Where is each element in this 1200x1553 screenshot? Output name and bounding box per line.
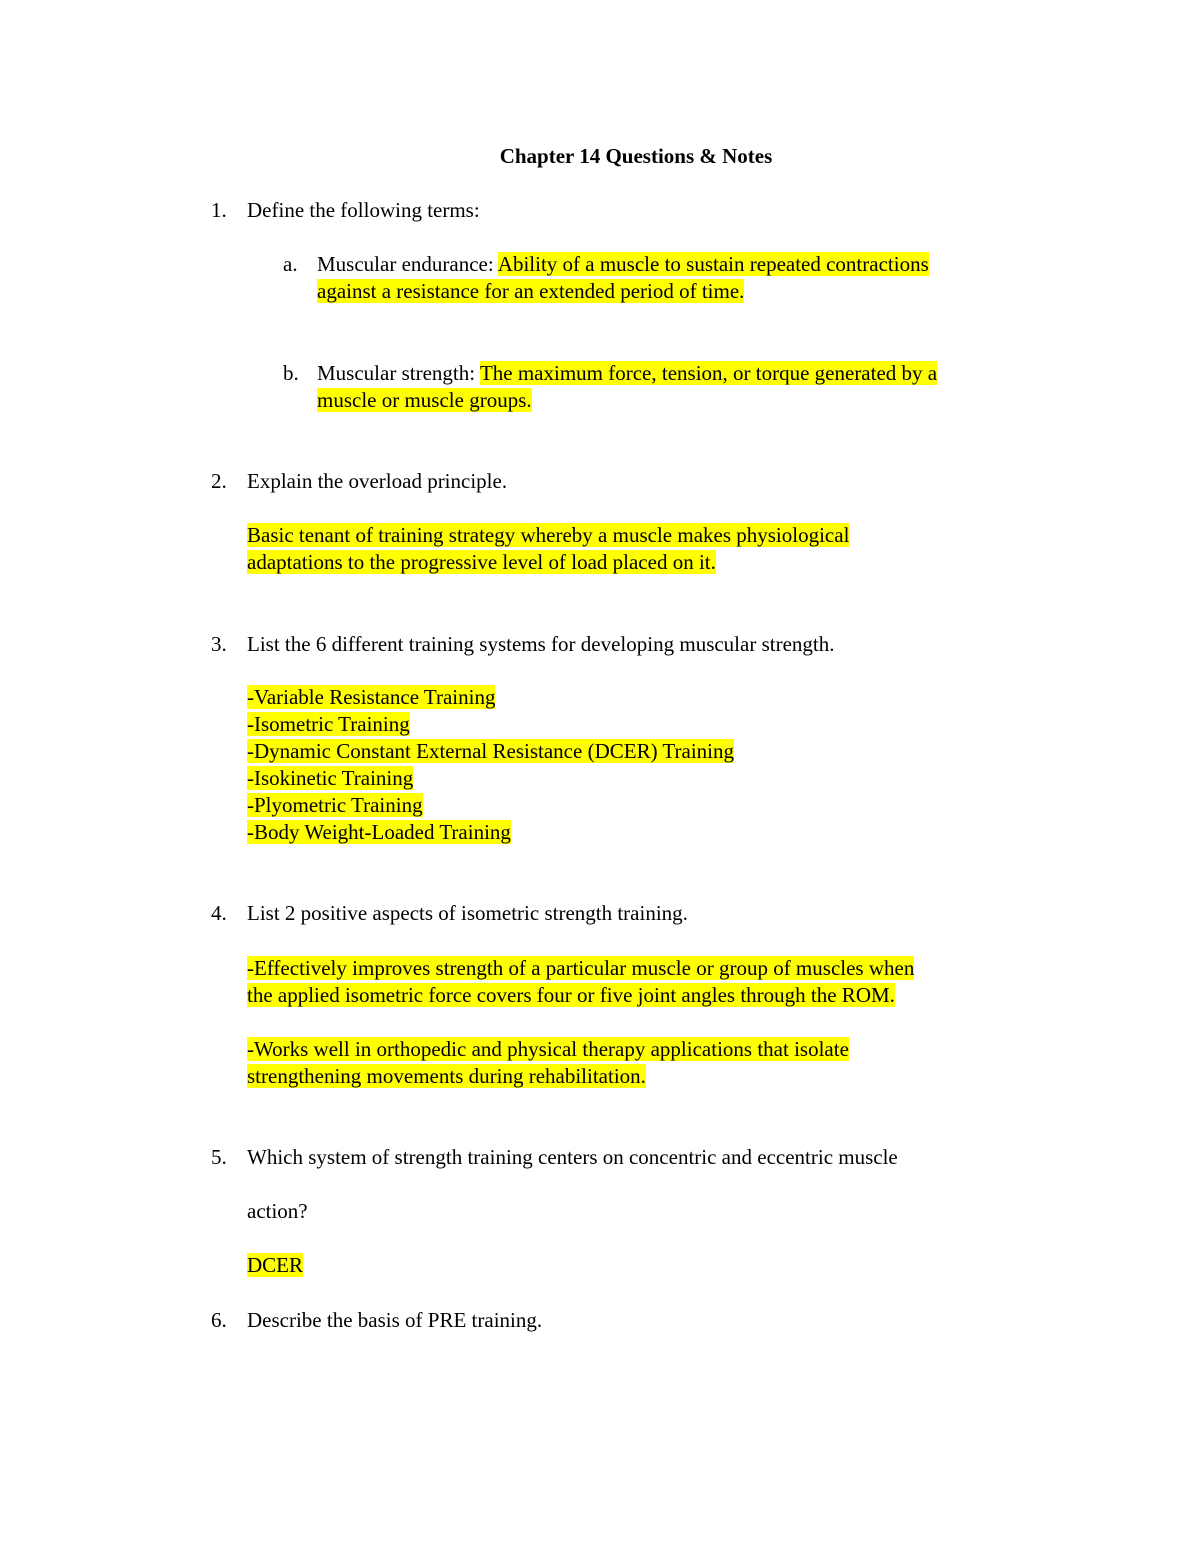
- question-number: 5.: [211, 1145, 227, 1169]
- highlighted-answer: -Works well in orthopedic and physical therapy applications that isolate: [247, 1037, 849, 1061]
- answer-line: [247, 1036, 849, 1063]
- term-label: Muscular strength:: [317, 361, 480, 385]
- sub-question-letter: b.: [283, 361, 299, 385]
- answer-line: [247, 955, 914, 982]
- list-item: [247, 738, 734, 765]
- sub-question-b: [317, 360, 937, 387]
- term-label: Muscular endurance:: [317, 252, 498, 276]
- highlighted-answer: The maximum force, tension, or torque generated by a: [479, 361, 938, 385]
- highlighted-answer: muscle or muscle groups.: [317, 388, 532, 412]
- highlighted-answer: strengthening movements during rehabilitation.: [247, 1064, 646, 1088]
- highlighted-answer: Basic tenant of training strategy whereby a muscle makes physiological: [247, 523, 850, 547]
- answer-line: [247, 522, 849, 549]
- sub-question-a: [317, 251, 929, 278]
- list-item: [247, 684, 495, 711]
- answer-line: [317, 387, 532, 414]
- sub-question-letter: a.: [283, 252, 298, 276]
- question-number: 6.: [211, 1308, 227, 1332]
- highlighted-answer: -Plyometric Training: [247, 793, 423, 817]
- highlighted-answer: Ability of a muscle to sustain repeated contractions: [497, 252, 929, 276]
- answer-line: [317, 278, 744, 305]
- question-text: Define the following terms:: [247, 198, 480, 222]
- highlighted-answer: the applied isometric force covers four or five joint angles through the ROM.: [247, 983, 895, 1007]
- list-item: [247, 711, 410, 738]
- question-number: 1.: [211, 198, 227, 222]
- list-item: [247, 819, 511, 846]
- question-text: List the 6 different training systems for developing muscular strength.: [247, 632, 835, 656]
- highlighted-answer: DCER: [247, 1253, 304, 1277]
- question-text: Which system of strength training centers on concentric and eccentric muscle: [247, 1145, 898, 1169]
- highlighted-answer: -Dynamic Constant External Resistance (DCER) Training: [247, 739, 735, 763]
- answer-line: [247, 1252, 303, 1279]
- question-number: 4.: [211, 901, 227, 925]
- list-item: [247, 792, 423, 819]
- answer-line: [247, 982, 895, 1009]
- highlighted-answer: adaptations to the progressive level of load placed on it.: [247, 550, 716, 574]
- list-item: [247, 765, 413, 792]
- highlighted-answer: against a resistance for an extended period of time.: [317, 279, 745, 303]
- highlighted-answer: -Isometric Training: [247, 712, 410, 736]
- highlighted-answer: -Body Weight-Loaded Training: [247, 820, 511, 844]
- question-text: Describe the basis of PRE training.: [247, 1308, 543, 1332]
- question-number: 2.: [211, 469, 227, 493]
- question-text: List 2 positive aspects of isometric strength training.: [247, 901, 688, 925]
- highlighted-answer: -Variable Resistance Training: [247, 685, 496, 709]
- answer-line: [247, 549, 716, 576]
- question-text-continued: action?: [247, 1199, 308, 1223]
- question-number: 3.: [211, 632, 227, 656]
- page-title: Chapter 14 Questions & Notes: [499, 144, 773, 168]
- answer-line: [247, 1063, 646, 1090]
- highlighted-answer: -Isokinetic Training: [247, 766, 414, 790]
- highlighted-answer: -Effectively improves strength of a particular muscle or group of muscles when: [247, 956, 915, 980]
- question-text: Explain the overload principle.: [247, 469, 508, 493]
